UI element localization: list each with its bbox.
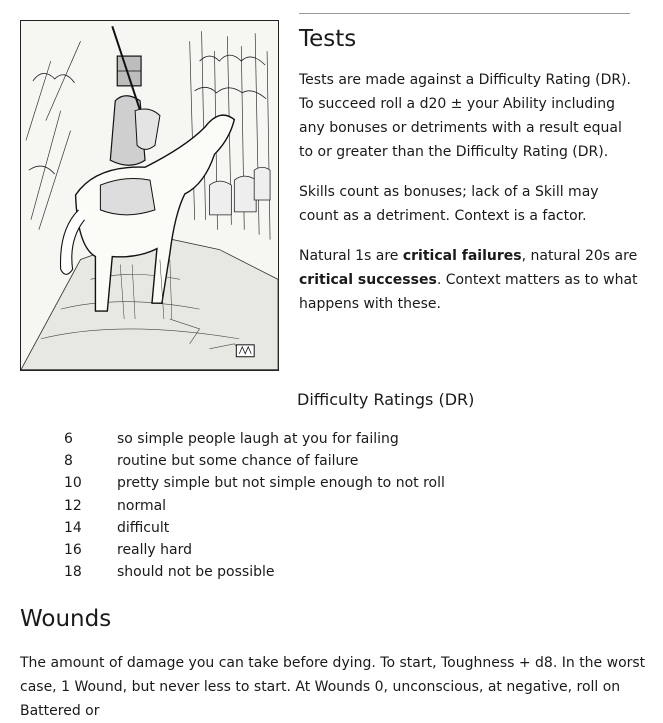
text-run: Natural 1s are — [299, 248, 403, 264]
text-run: , natural 20s are — [521, 248, 638, 264]
dr-value: 10 — [64, 475, 82, 492]
table-row — [64, 472, 445, 494]
dr-value: 16 — [64, 542, 82, 559]
text-run: . Context matters as to what happens with these. — [299, 272, 638, 312]
difficulty-ratings-table — [64, 428, 445, 583]
table-row — [64, 495, 445, 517]
knight-on-horseback-woodcut-image — [20, 20, 279, 371]
table-row — [64, 517, 445, 539]
dr-value: 12 — [64, 497, 82, 514]
dr-description: so simple people laugh at you for failing — [117, 431, 399, 448]
table-row — [64, 561, 445, 583]
top-divider — [299, 13, 630, 14]
table-row — [64, 450, 445, 472]
tests-paragraph-1: Tests are made against a Difficulty Rating (DR). To succeed roll a d20 ± your Ability including any bonuses or detriments with a result equal to or greater than the Difficulty Rating (DR). — [299, 72, 632, 160]
wounds-paragraph: The amount of damage you can take before dying. To start, Toughness + d8. In the worst case, 1 Wound, but never less to start. At Wounds 0, unconscious, at negative, roll on Battered or — [20, 655, 646, 719]
dr-description: normal — [117, 497, 167, 514]
tests-paragraph-3 — [299, 244, 639, 316]
table-row — [64, 539, 445, 561]
dr-description: should not be possible — [117, 564, 275, 581]
wounds-heading: Wounds — [20, 606, 112, 632]
critical-failures-term: critical failures — [402, 248, 522, 264]
critical-successes-term: critical successes — [299, 272, 437, 288]
difficulty-ratings-heading: Difficulty Ratings (DR) — [297, 390, 475, 409]
dr-description: pretty simple but not simple enough to not roll — [117, 475, 445, 492]
table-row — [64, 428, 445, 450]
tests-heading: Tests — [299, 26, 357, 52]
dr-description: routine but some chance of failure — [117, 453, 359, 470]
tests-paragraph-2: Skills count as bonuses; lack of a Skill may count as a detriment. Context is a factor. — [299, 184, 599, 224]
dr-value: 6 — [64, 431, 73, 448]
dr-description: difficult — [117, 519, 170, 536]
dr-description: really hard — [117, 542, 193, 559]
dr-value: 8 — [64, 453, 73, 470]
dr-value: 14 — [64, 519, 82, 536]
dr-value: 18 — [64, 564, 82, 581]
